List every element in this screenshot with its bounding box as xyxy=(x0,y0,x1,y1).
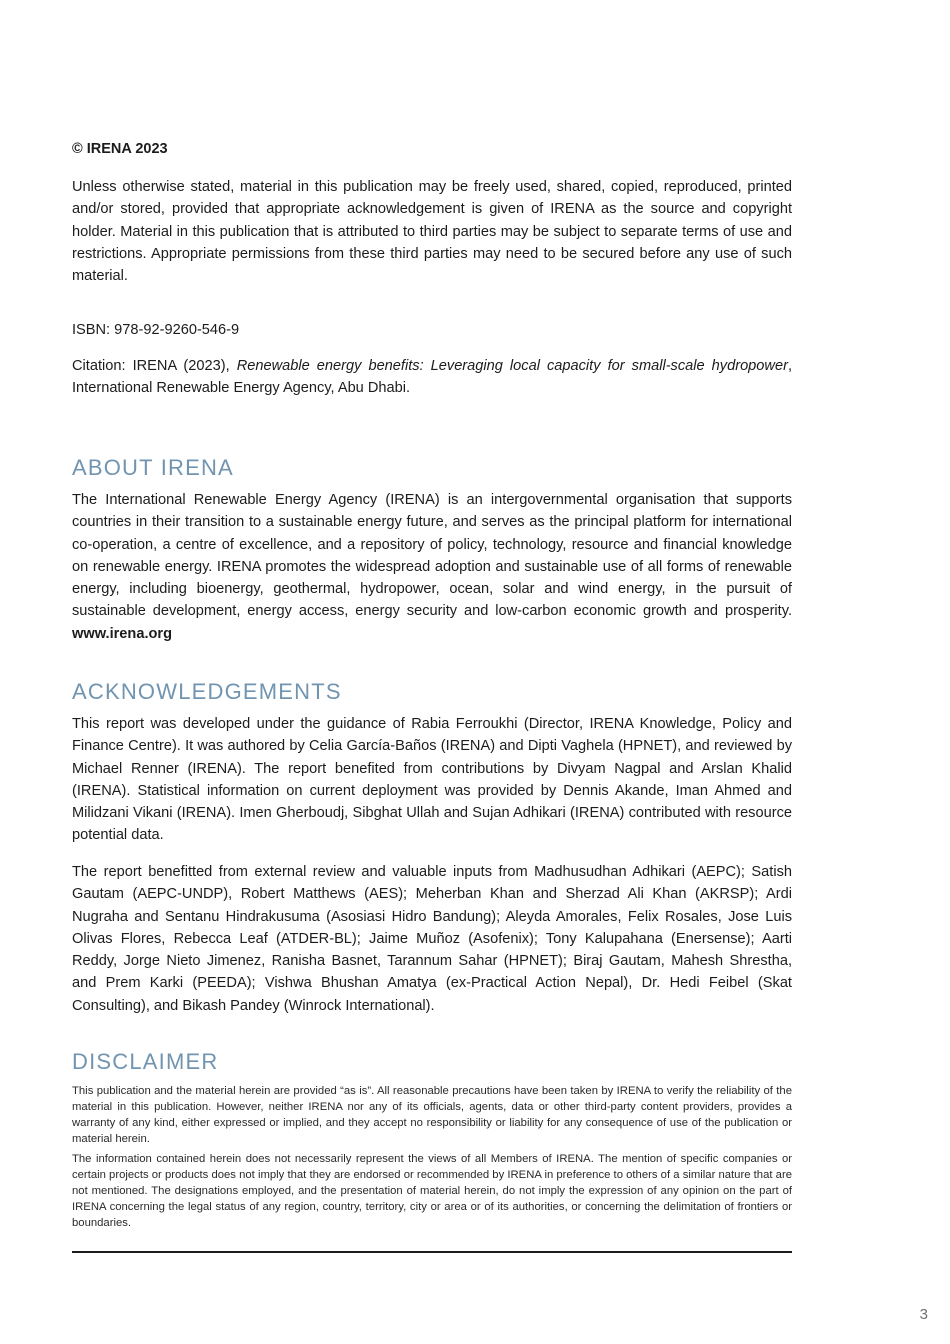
page-number: 3 xyxy=(919,1306,928,1323)
about-text: The International Renewable Energy Agency (IRENA) is an intergovernmental organisation that supports countries in their transition to a sustainable energy future, and serves as the principal platform for international co-operation, a centre of excellence, and a repository of policy, technology, resource and financial knowledge on renewable energy. IRENA promotes the widespread adoption and sustainable use of all forms of renewable energy, including bioenergy, geothermal, hydropower, ocean, solar and wind energy, in the pursuit of sustainable development, energy access, energy security and low-carbon economic growth and prosperity. xyxy=(72,492,792,620)
citation-title: Renewable energy benefits: Leveraging local capacity for small-scale hydropower xyxy=(236,358,788,374)
copyright-notice: © IRENA 2023 xyxy=(72,141,168,157)
disclaimer-paragraph-1: This publication and the material herein are provided “as is”. All reasonable precautions have been taken by IRENA to verify the reliability of the material in this publication. However, neither IRENA nor any of its officials, agents, data or other third-party content providers, provides a warranty of any kind, either expressed or implied, and they accept no responsibility or liability for any consequence of use of the publication or material herein. xyxy=(72,1085,792,1145)
citation-prefix: Citation: IRENA (2023), xyxy=(72,358,237,374)
rights-paragraph: Unless otherwise stated, material in this publication may be freely used, shared, copied, reproduced, printed and/or stored, provided that appropriate acknowledgement is given of IRENA as the source and copyright holder. Material in this publication that is attributed to third parties may be subject to separate terms of use and restrictions. Appropriate permissions from these third parties may need to be secured before any use of such material. xyxy=(72,179,792,285)
irena-website-link[interactable]: www.irena.org xyxy=(72,625,173,642)
acknowledgements-paragraph-2: The report benefitted from external review and valuable inputs from Madhusudhan Adhikari (AEPC); Satish Gautam (AEPC-UNDP), Robert Matthews (AES); Meherban Khan and Sherzad Ali Khan (AKRSP); Ardi Nugraha and Sentanu Hindrakusuma (Asosiasi Hidro Bandung); Aleyda Amorales, Felix Rosales, Jose Luis Olivas Flores, Rebecca Leaf (ATDER-BL); Jaime Muñoz (Asofenix); Tony Kalupahana (Enersense); Aarti Reddy, Jorge Nieto Jimenez, Ranisha Basnet, Tarannum Sahar (HPNET); Biraj Gautam, Mahesh Shrestha, and Prem Karki (PEEDA); Vishwa Bhushan Amatya (ex-Practical Action Nepal), Dr. Hedi Feibel (Skat Consulting), and Bikash Pandey (Winrock International). xyxy=(72,864,792,1014)
citation xyxy=(72,355,792,400)
footer-rule xyxy=(72,1251,792,1253)
acknowledgements-heading: ACKNOWLEDGEMENTS xyxy=(72,679,342,704)
disclaimer-paragraph-2: The information contained herein does not necessarily represent the views of all Members of IRENA. The mention of specific companies or certain projects or products does not imply that they are endorsed or recommended by IRENA in preference to others of a similar nature that are not mentioned. The designations employed, and the presentation of material herein, do not imply the expression of any opinion on the part of IRENA concerning the legal status of any region, country, territory, city or area or of its authorities, or concerning the delimitation of frontiers or boundaries. xyxy=(72,1153,792,1229)
about-paragraph xyxy=(72,489,792,645)
isbn: ISBN: 978-92-9260-546-9 xyxy=(72,322,240,338)
about-heading: ABOUT IRENA xyxy=(72,455,234,480)
disclaimer-heading: DISCLAIMER xyxy=(72,1049,219,1074)
acknowledgements-paragraph-1: This report was developed under the guidance of Rabia Ferroukhi (Director, IRENA Knowledge, Policy and Finance Centre). It was authored by Celia García-Baños (IRENA) and Dipti Vaghela (HPNET), and reviewed by Michael Renner (IRENA). The report benefited from contributions by Divyam Nagpal and Arslan Khalid (IRENA). Statistical information on current deployment was provided by Dennis Akande, Iman Ahmed and Milidzani Vikani (IRENA). Imen Gherboudj, Sibghat Ullah and Sujan Adhikari (IRENA) contributed with resource potential data. xyxy=(72,716,792,844)
citation-suffix: , International Renewable Energy Agency, Abu Dhabi. xyxy=(72,358,792,397)
